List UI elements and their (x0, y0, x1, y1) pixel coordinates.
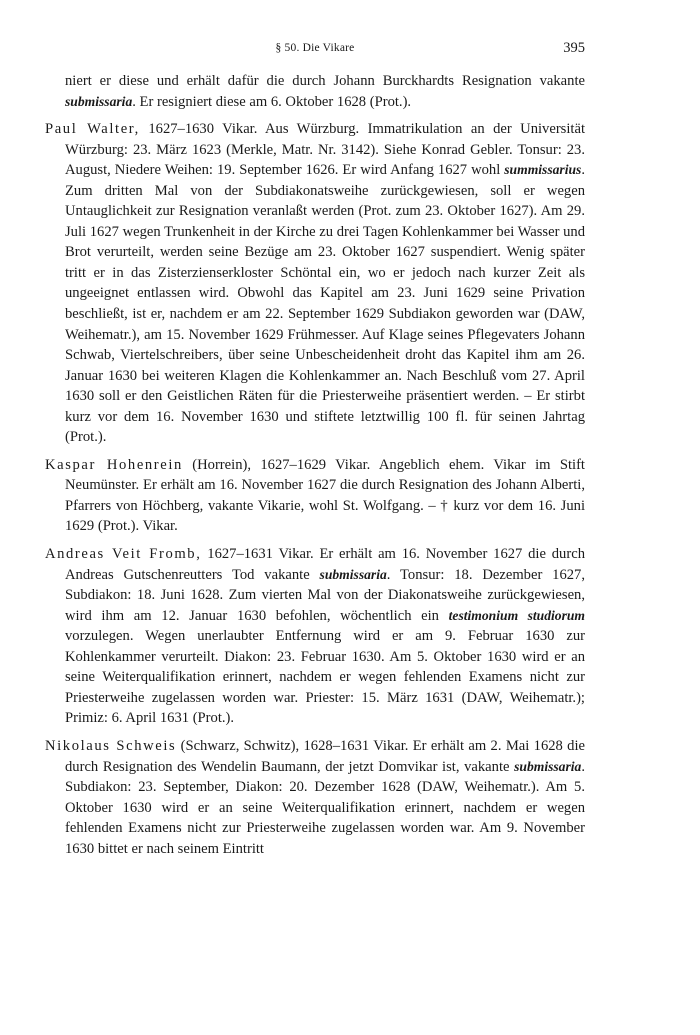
entry-name: Paul Walter, (45, 121, 140, 138)
entry-kaspar-hohenrein (45, 455, 585, 537)
text-segment: 1627–1630 Vikar. Aus Würzburg. Immatrikulation an der Universität Würzburg: 23. März 1623 (Merkle, Matr. Nr. 3142). Siehe Konrad Gebler. Tonsur: 23. August, Niedere Weihen: 19. September 1626. Er wird Anfang 1627 wohl (65, 121, 585, 179)
entry-name: Nikolaus Schweis (45, 737, 177, 754)
body-text (45, 71, 585, 859)
text-segment: vorzulegen. Wegen unerlaubter Entfernung wird er am 9. Februar 1630 zur Kohlenkammer verurteilt. Diakon: 23. Februar 1630. Am 5. Oktober 1630 wird er an seine Weiterqualifikation erinnert, nachdem er wegen fehlenden Examens nicht zur Priesterweihe zugelassen worden war. Priester: 15. März 1631 (DAW, Weihematr.); Primiz: 6. April 1631 (Prot.). (65, 628, 585, 727)
running-head (45, 40, 585, 60)
entry-paul-walter (45, 119, 585, 448)
entry-name: Andreas Veit Fromb, (45, 546, 202, 563)
text-segment: . Tonsur: 18. Dezember 1627, Subdiakon: 18. Juni 1628. Zum vierten Mal von der Diakonatsweihe zurückgewiesen, wird ihm am 12. Januar 1630 befohlen, wöchentlich ein (65, 566, 585, 624)
text-segment: 1627–1631 Vikar. Er erhält am 16. November 1627 die durch Andreas Gutschenreutters Tod vakante (65, 546, 585, 583)
entry-name: Kaspar Hohenrein (45, 456, 183, 473)
text-segment: niert er diese und erhält dafür die durch Johann Burckhardts Resignation vakante (65, 73, 585, 89)
text-segment: (Schwarz, Schwitz), 1628–1631 Vikar. Er erhält am 2. Mai 1628 die durch Resignation des Wendelin Baumann, der jetzt Domvikar ist, vakante (65, 737, 585, 775)
entry-continuation (45, 71, 585, 112)
latin-term: submissaria (65, 93, 133, 109)
running-title: § 50. Die Vikare (275, 42, 355, 54)
entry-andreas-veit-fromb (45, 544, 585, 729)
text-segment: . Subdiakon: 23. September, Diakon: 20. Dezember 1628 (DAW, Weihematr.). Am 5. Oktober 1630 wird er an seine Weiterqualifikation erinnert, nachdem er wegen fehlenden Examens nicht zur Priesterweihe zugelassen worden war. Am 9. November 1630 bittet er nach seinem Eintritt (65, 758, 585, 857)
latin-term: submissaria (319, 566, 387, 582)
latin-term: testimonium studiorum (448, 607, 585, 623)
latin-term: submissaria (514, 758, 582, 774)
text-segment: . Zum dritten Mal von der Subdiakonatsweihe zurückgewiesen, soll er wegen Untauglichkeit zur Resignation veranlaßt werden (Prot. zum 23. Oktober 1627). Am 29. Juli 1627 wegen Trunkenheit in der Kirche zu drei Tagen Kohlenkammer bei Wasser und Brot verurteilt, werden seine Bezüge am 23. Oktober 1627 suspendiert. Wenig später tritt er in das Zisterzienserkloster Schöntal ein, wo er jedoch nach kurzer Zeit als ungeeignet entlassen wird. Obwohl das Kapitel am 23. Juni 1629 seine Privation beschließt, ist er, nachdem er am 22. September 1629 Subdiakon geworden war (DAW, Weihematr.), am 15. November 1629 Frühmesser. Auf Klage seines Pflegevaters Johann Schwab, Viertelschreibers, über seine Unbescheidenheit droht das Kapitel ihm am 26. Januar 1630 bei weiteren Klagen die Kohlenkammer an. Nach Beschluß vom 27. April 1630 soll er den Geistlichen Räten für die Priesterweihe präsentiert werden. – Er stirbt kurz vor dem 16. November 1630 und stiftete letztwillig 100 fl. für seinen Jahrtag (Prot.). (65, 162, 585, 446)
text-segment: . Er resigniert diese am 6. Oktober 1628 (Prot.). (132, 93, 412, 110)
page-number: 395 (563, 40, 585, 56)
text-segment: (Horrein), 1627–1629 Vikar. Angeblich ehem. Vikar im Stift Neumünster. Er erhält am 16. November 1627 die durch Resignation des Johann Alberti, Pfarrers von Höchberg, vakante Vikarie, wohl St. Wolfgang. – † kurz vor dem 16. Juni 1629 (Prot.). Vikar. (65, 456, 585, 535)
entry-nikolaus-schweis (45, 736, 585, 859)
latin-term: summissarius (504, 162, 582, 178)
